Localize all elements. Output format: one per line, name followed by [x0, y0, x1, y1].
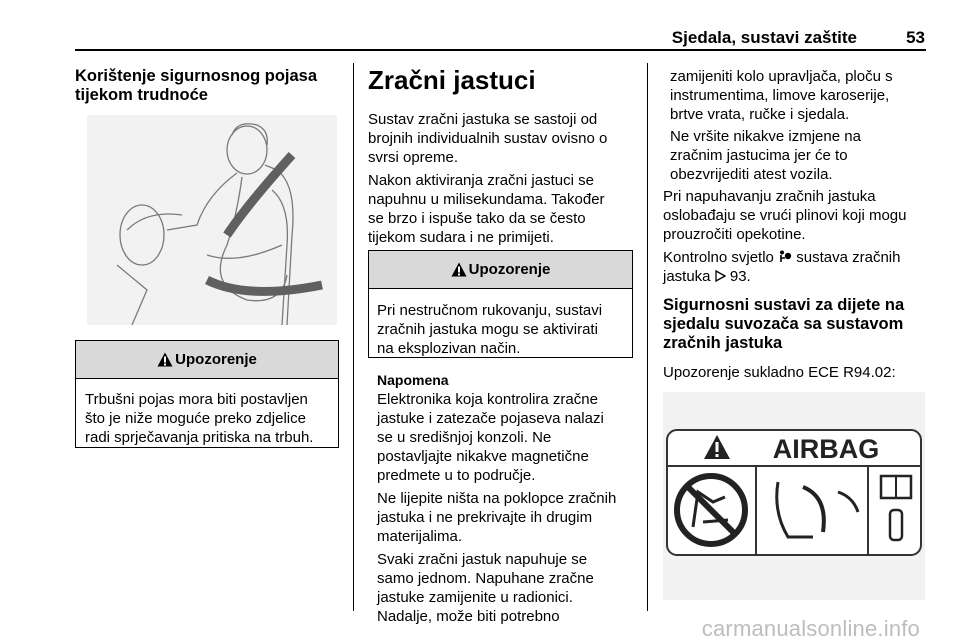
note-paragraph: Ne lijepite ništa na poklopce zračnih jastuka i ne prekrivajte ih drugim materijalima.: [377, 490, 617, 545]
section-heading: Sigurnosni sustavi za dijete na sjedalu suvozača sa sustavom zračnih jastuka: [663, 296, 905, 352]
section-title: Sjedala, sustavi zaštite: [671, 28, 857, 47]
paragraph: Nakon aktiviranja zračni jastuci se napuhnu u milisekundama. Također se brzo i ispuše tako da se često tijekom sudara i ne primijeti.: [368, 172, 605, 246]
paragraph: zamijeniti kolo upravljača, ploču s instrumentima, limove karoserije, brtve vrata, ručke i sjedala.: [670, 68, 893, 123]
watermark: carmanualsonline.info: [701, 616, 920, 641]
page-reference: 93.: [729, 268, 751, 285]
warning-box: [75, 340, 339, 448]
warning-text: Pri nestručnom rukovanju, sustavi zračnih jastuka mogu se aktivirati na eksplozivan način.: [377, 302, 603, 357]
intro-text: Upozorenje sukladno ECE R94.02:: [663, 364, 896, 381]
note-block: [377, 371, 616, 626]
paragraph: Pri napuhavanju zračnih jastuka oslobađaju se vrući plinovi koji mogu prouzročiti opekotine.: [663, 188, 907, 243]
paragraph: Ne vršite nikakve izmjene na zračnim jastucima jer će to obezvrijediti atest vozila.: [670, 128, 861, 183]
warning-text: Trbušni pojas mora biti postavljen što je niže moguće preko zdjelice radi sprječavanja pritiska na trbuh.: [85, 391, 314, 446]
airbag-warning-label: [663, 392, 925, 600]
header-rule: [75, 49, 926, 51]
warning-header: [369, 251, 632, 289]
warning-triangle-icon: [451, 262, 467, 277]
warning-title: Upozorenje: [175, 351, 257, 368]
note-title: Napomena: [377, 372, 449, 388]
warning-triangle-icon: [157, 352, 173, 367]
page-number: 53: [906, 28, 925, 47]
airbag-label-illustration: [663, 392, 925, 600]
pregnant-driver-figure-icon: [87, 115, 337, 325]
warning-box: [368, 250, 633, 358]
warning-header: [76, 341, 338, 379]
chapter-title: Zračni jastuci: [368, 65, 536, 95]
paragraph: Kontrolno svjetlo sustava zračnih jastuka 93.: [663, 249, 901, 285]
column-divider: [353, 63, 354, 611]
pregnancy-seatbelt-illustration: [87, 115, 337, 325]
page-header: [75, 28, 925, 50]
column-divider: [647, 63, 648, 611]
reference-arrow-icon: [715, 270, 726, 282]
warning-title: Upozorenje: [468, 261, 551, 278]
svg-text:AIRBAG: AIRBAG: [772, 434, 880, 464]
section-heading: Korištenje sigurnosnog pojasa tijekom trudnoće: [75, 67, 318, 104]
note-paragraph: Svaki zračni jastuk napuhuje se samo jednom. Napuhane zračne jastuke zamijenite u radionici. Nadalje, može biti potrebno: [377, 551, 594, 625]
airbag-warning-light-icon: [778, 250, 792, 264]
paragraph: Sustav zračni jastuka se sastoji od brojnih individualnih sustav ovisno o svrsi opreme.: [368, 111, 608, 166]
note-paragraph: Elektronika koja kontrolira zračne jastuke i zatezače pojaseva nalazi se u središnjoj konzoli. Ne postavljajte nikakve magnetične predmete u to područje.: [377, 391, 604, 484]
